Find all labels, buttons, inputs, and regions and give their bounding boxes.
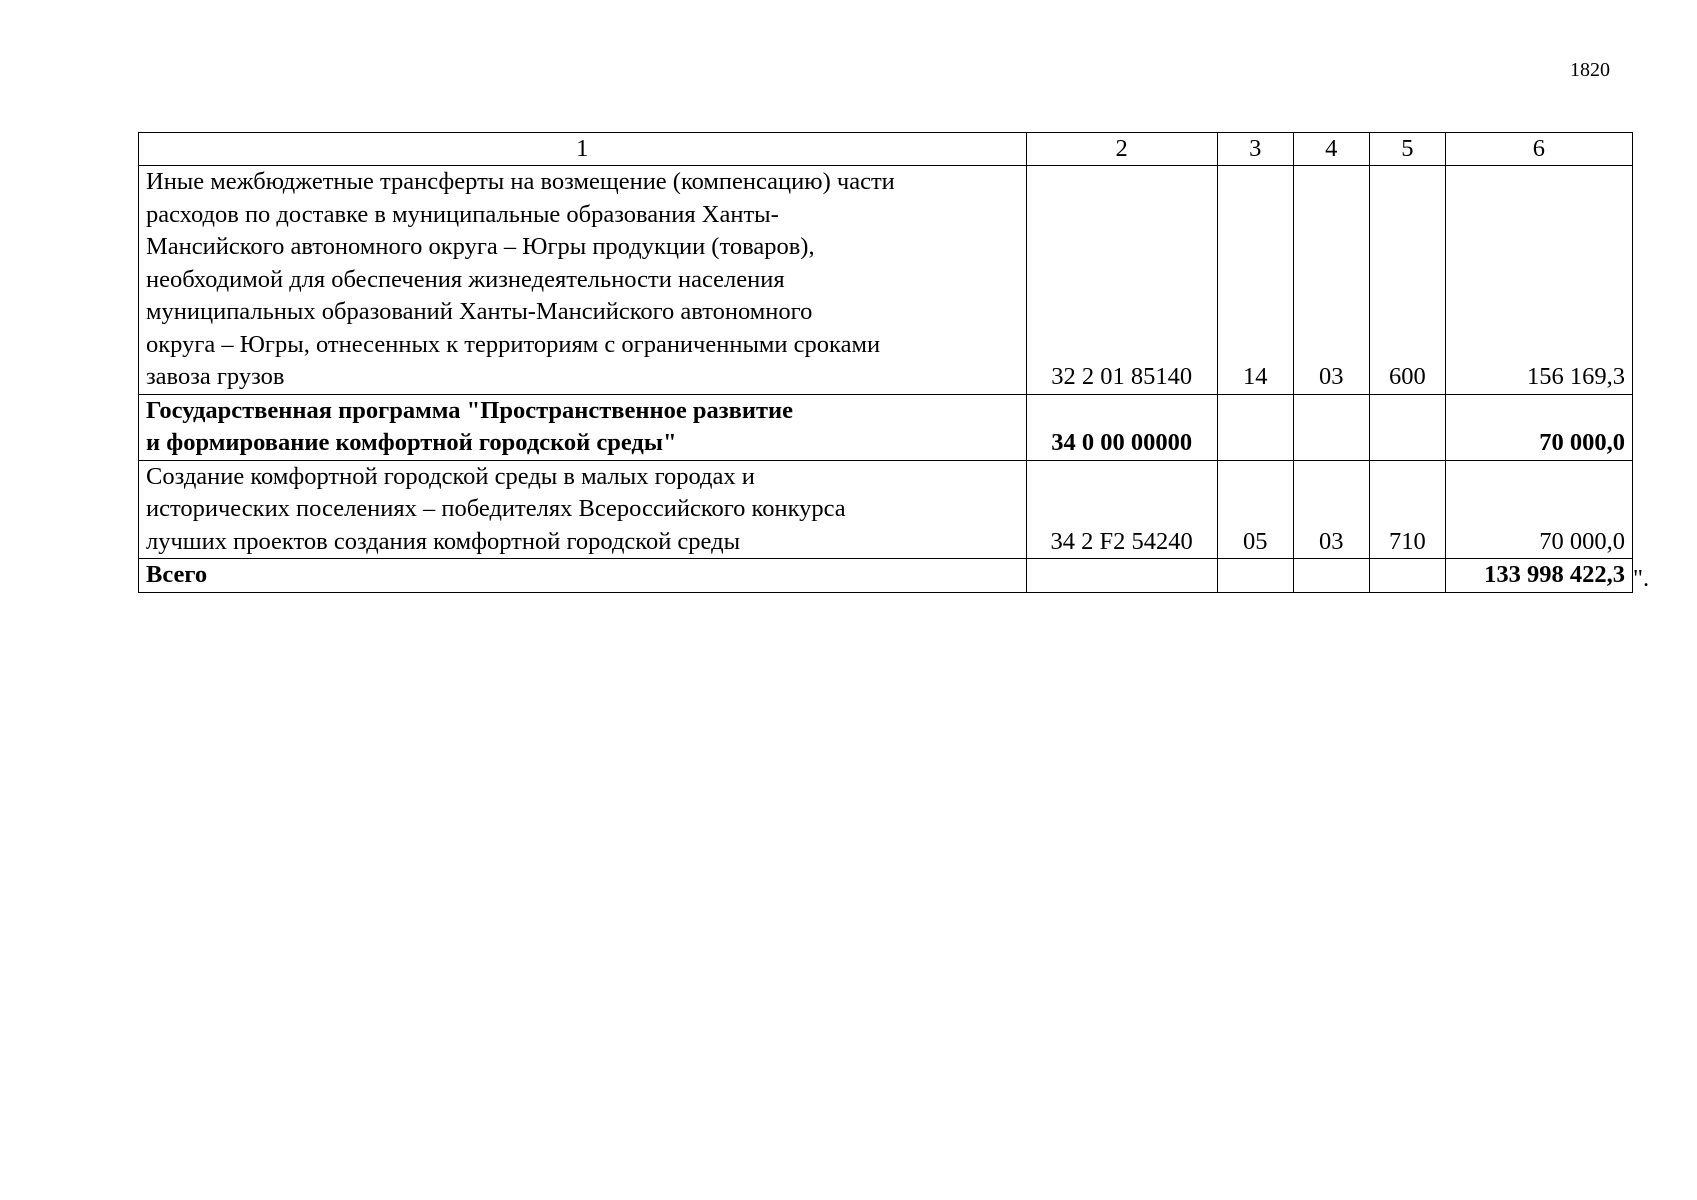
row-section (1217, 394, 1293, 460)
row-amount: 156 169,3 (1445, 166, 1632, 395)
row-amount: 70 000,0 (1445, 460, 1632, 559)
row-code: 34 2 F2 54240 (1026, 460, 1217, 559)
table-row (139, 166, 1633, 395)
row-subsection (1293, 559, 1369, 593)
column-header-3: 3 (1217, 133, 1293, 166)
row-code (1026, 559, 1217, 593)
total-label: Всего (139, 559, 1027, 593)
row-amount: 70 000,0 (1445, 394, 1632, 460)
row-name: Иные межбюджетные трансферты на возмещение (компенсацию) части расходов по доставке в муниципальные образования Ханты- Мансийского автономного округа – Югры продукции (товаров), необходимой для обеспечения жизнедеятельности населения муниципальных образований Ханты-Мансийского автономного округа – Югры, отнесенных к территориям с ограниченными сроками завоза грузов (139, 166, 1027, 395)
row-name: Государственная программа "Пространственное развитие и формирование комфортной городской среды" (139, 394, 1027, 460)
row-section: 05 (1217, 460, 1293, 559)
column-header-2: 2 (1026, 133, 1217, 166)
column-header-4: 4 (1293, 133, 1369, 166)
row-expense-type (1369, 559, 1445, 593)
page-number: 1820 (1570, 59, 1610, 81)
row-expense-type: 600 (1369, 166, 1445, 395)
row-section: 14 (1217, 166, 1293, 395)
row-subsection: 03 (1293, 460, 1369, 559)
row-section (1217, 559, 1293, 593)
column-header-5: 5 (1369, 133, 1445, 166)
closing-quote-mark: ". (1633, 565, 1650, 592)
row-expense-type (1369, 394, 1445, 460)
table-row (139, 460, 1633, 559)
row-expense-type: 710 (1369, 460, 1445, 559)
column-header-1: 1 (139, 133, 1027, 166)
row-code: 34 0 00 00000 (1026, 394, 1217, 460)
budget-table (138, 132, 1633, 593)
row-name: Создание комфортной городской среды в малых городах и исторических поселениях – победителях Всероссийского конкурса лучших проектов создания комфортной городской среды (139, 460, 1027, 559)
table-header-row (139, 133, 1633, 166)
total-row (139, 559, 1633, 593)
row-code: 32 2 01 85140 (1026, 166, 1217, 395)
total-amount: 133 998 422,3 (1445, 559, 1632, 593)
column-header-6: 6 (1445, 133, 1632, 166)
row-subsection (1293, 394, 1369, 460)
table-row (139, 394, 1633, 460)
row-subsection: 03 (1293, 166, 1369, 395)
